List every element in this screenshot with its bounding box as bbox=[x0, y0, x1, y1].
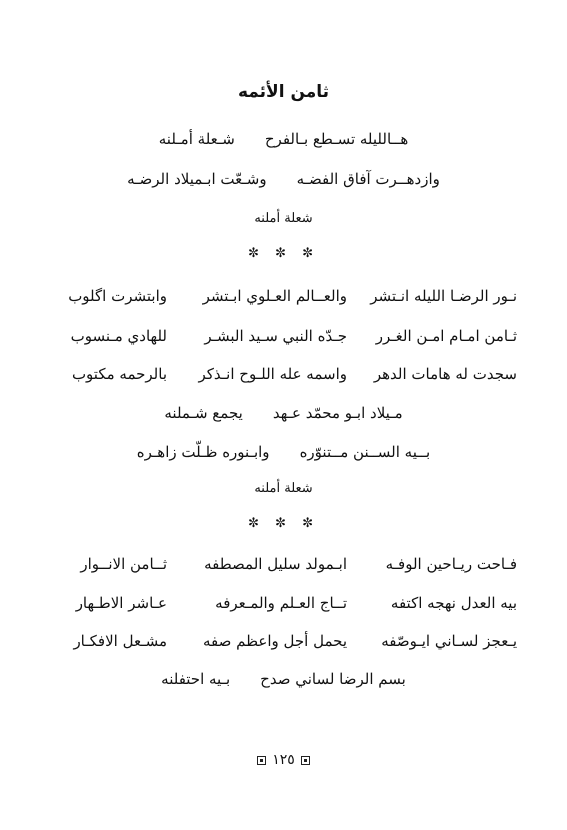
verse-part-1: نـور الرضـا الليله انـتشر bbox=[370, 287, 517, 305]
verse-part-3: للهادي مـنسوب bbox=[70, 327, 167, 345]
verse-part-2: جـدّه النبي سـيد البشـر bbox=[204, 327, 347, 345]
verse-left-hemistich: يجمع شـملنه bbox=[164, 404, 243, 422]
section-divider-stars: ✼ ✼ ✼ bbox=[248, 516, 319, 531]
verse-left-hemistich: وشـعّت ابـميلاد الرضـه bbox=[127, 170, 267, 188]
verse-right-hemistich: وازدهــرت آفاق الفضـه bbox=[296, 170, 440, 188]
verse-right-hemistich: مـيلاد ابـو محمّد عـهد bbox=[272, 404, 403, 422]
verse-part-3: بالرحمه مكتوب bbox=[71, 365, 167, 383]
verse-line bbox=[0, 670, 567, 688]
verse-part-2: يحمل أجل واعظم صفه bbox=[202, 632, 347, 650]
verse-line bbox=[0, 170, 567, 188]
verse-line bbox=[0, 404, 567, 422]
refrain-line: شعلة أملنه bbox=[254, 211, 313, 226]
verse-left-hemistich: بـيه احتفلنه bbox=[161, 670, 231, 688]
verse-part-2: تــاج العـلم والمـعرفه bbox=[215, 594, 347, 612]
verse-right-hemistich: بسم الرضا لساني صدح bbox=[260, 670, 406, 688]
verse-part-1: سجدت له هامات الدهر bbox=[373, 365, 517, 383]
section-divider-stars: ✼ ✼ ✼ bbox=[248, 246, 319, 261]
verse-part-2: ابـمولد سليل المصطفه bbox=[204, 555, 347, 573]
verse-line bbox=[0, 443, 567, 461]
page-number: ١٢٥ bbox=[272, 752, 295, 768]
verse-line bbox=[0, 130, 567, 148]
page-footer bbox=[0, 752, 567, 768]
verse-part-3: ثــامن الانــوار bbox=[80, 555, 167, 573]
verse-part-1: بيه العدل نهجه اكتفه bbox=[390, 594, 517, 612]
ornament-square-icon bbox=[301, 756, 310, 765]
verse-part-2: والعــالم العـلوي ابـتشر bbox=[202, 287, 347, 305]
verse-left-hemistich: شـعلة أمـلنه bbox=[158, 130, 235, 148]
poem-title: ثامن الأئمه bbox=[237, 82, 330, 102]
verse-left-hemistich: وابـنوره ظـلّت زاهـره bbox=[136, 443, 270, 461]
verse-part-2: واسمه عله اللـوح انـذكر bbox=[198, 365, 347, 383]
verse-part-3: وابتشرت اگلوب bbox=[68, 287, 167, 305]
verse-right-hemistich: هــالليله تسـطع بـالفرح bbox=[264, 130, 409, 148]
refrain-line: شعلة أملنه bbox=[254, 481, 313, 496]
verse-right-hemistich: بــيه الســنن مــتنوّره bbox=[299, 443, 431, 461]
verse-part-1: فـاحت ريـاحين الوفـه bbox=[385, 555, 517, 573]
ornament-square-icon bbox=[257, 756, 266, 765]
verse-part-3: مشـعل الافكـار bbox=[73, 632, 167, 650]
verse-part-1: يـعجز لسـاني ايـوصّفه bbox=[381, 632, 517, 650]
verse-part-3: عـاشر الاطـهار bbox=[75, 594, 167, 612]
verse-part-1: ثـامن امـام امـن الغـرر bbox=[375, 327, 517, 345]
